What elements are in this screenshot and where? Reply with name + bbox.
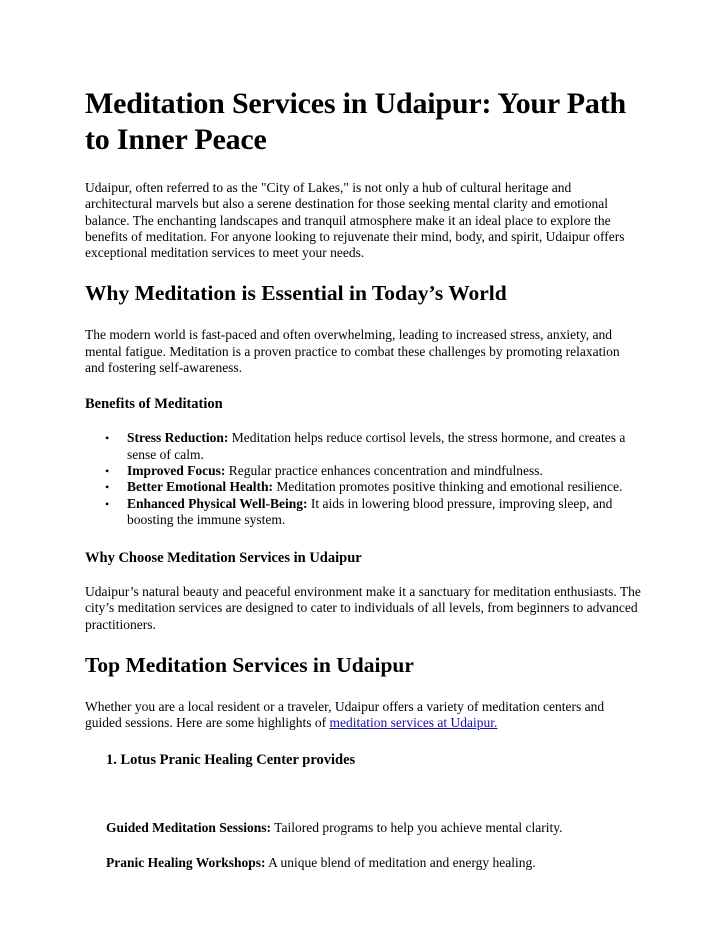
spacer [85, 786, 641, 820]
document-page [85, 86, 641, 890]
list-item [105, 479, 641, 495]
bullet-icon: • [105, 463, 110, 478]
list-item [105, 495, 641, 529]
meditation-services-link[interactable]: meditation services at Udaipur. [329, 715, 498, 731]
center-item-text: A unique blend of meditation and energy healing. [265, 854, 536, 870]
list-item-text: Meditation helps reduce cortisol levels, the stress hormone, and creates a sense of calm. [127, 430, 626, 462]
bullet-icon: • [105, 480, 110, 495]
bullet-icon: • [105, 496, 110, 511]
list-item-label: Enhanced Physical Well-Being: [127, 495, 308, 511]
center-item-workshops [85, 855, 641, 871]
top-services-text: Whether you are a local resident or a traveler, Udaipur offers a variety of meditation centers and guided sessions. Here are some highlights of [85, 699, 605, 731]
list-item-label: Stress Reduction: [127, 430, 229, 446]
center-item-label: Guided Meditation Sessions: [106, 819, 272, 835]
why-heading: Why Meditation is Essential in Today’s World [85, 281, 507, 306]
list-item-text: Regular practice enhances concentration and mindfulness. [225, 462, 543, 478]
center-heading: 1. Lotus Pranic Healing Center provides [106, 751, 356, 768]
benefits-list [85, 430, 641, 528]
choose-heading: Why Choose Meditation Services in Udaipur [85, 550, 362, 567]
benefits-heading: Benefits of Meditation [85, 396, 223, 413]
center-item-text: Tailored programs to help you achieve mental clarity. [271, 819, 563, 835]
list-item [105, 430, 641, 463]
intro-paragraph: Udaipur, often referred to as the "City of Lakes," is not only a hub of cultural heritage and architectural marvels but also a serene destination for those seeking mental clarity and emotional balance. The enchanting landscapes and tranquil atmosphere make it an ideal place to explore the benefits of meditation. For anyone looking to rejuvenate their mind, body, and spirit, Udaipur offers exceptional meditation services to meet your needs. [85, 180, 625, 261]
list-item-label: Improved Focus: [127, 462, 226, 478]
list-item-label: Better Emotional Health: [127, 479, 273, 495]
list-item-text: Meditation promotes positive thinking and emotional resilience. [272, 479, 623, 495]
bullet-icon: • [105, 431, 110, 446]
why-paragraph: The modern world is fast-paced and often overwhelming, leading to increased stress, anxiety, and mental fatigue. Meditation is a proven practice to combat these challenges by promoting relaxation and fostering self-awareness. [85, 327, 620, 376]
top-services-paragraph [85, 699, 641, 732]
center-item-guided [85, 820, 641, 836]
top-services-heading: Top Meditation Services in Udaipur [85, 653, 414, 678]
choose-paragraph: Udaipur’s natural beauty and peaceful environment make it a sanctuary for meditation enthusiasts. The city’s meditation services are designed to cater to individuals of all levels, from beginners to advanced practitioners. [85, 584, 641, 632]
list-item [105, 462, 641, 479]
list-item-text: It aids in lowering blood pressure, improving sleep, and boosting the immune system. [127, 495, 613, 527]
page-title: Meditation Services in Udaipur: Your Path to Inner Peace [85, 87, 626, 156]
center-item-label: Pranic Healing Workshops: [106, 854, 266, 870]
